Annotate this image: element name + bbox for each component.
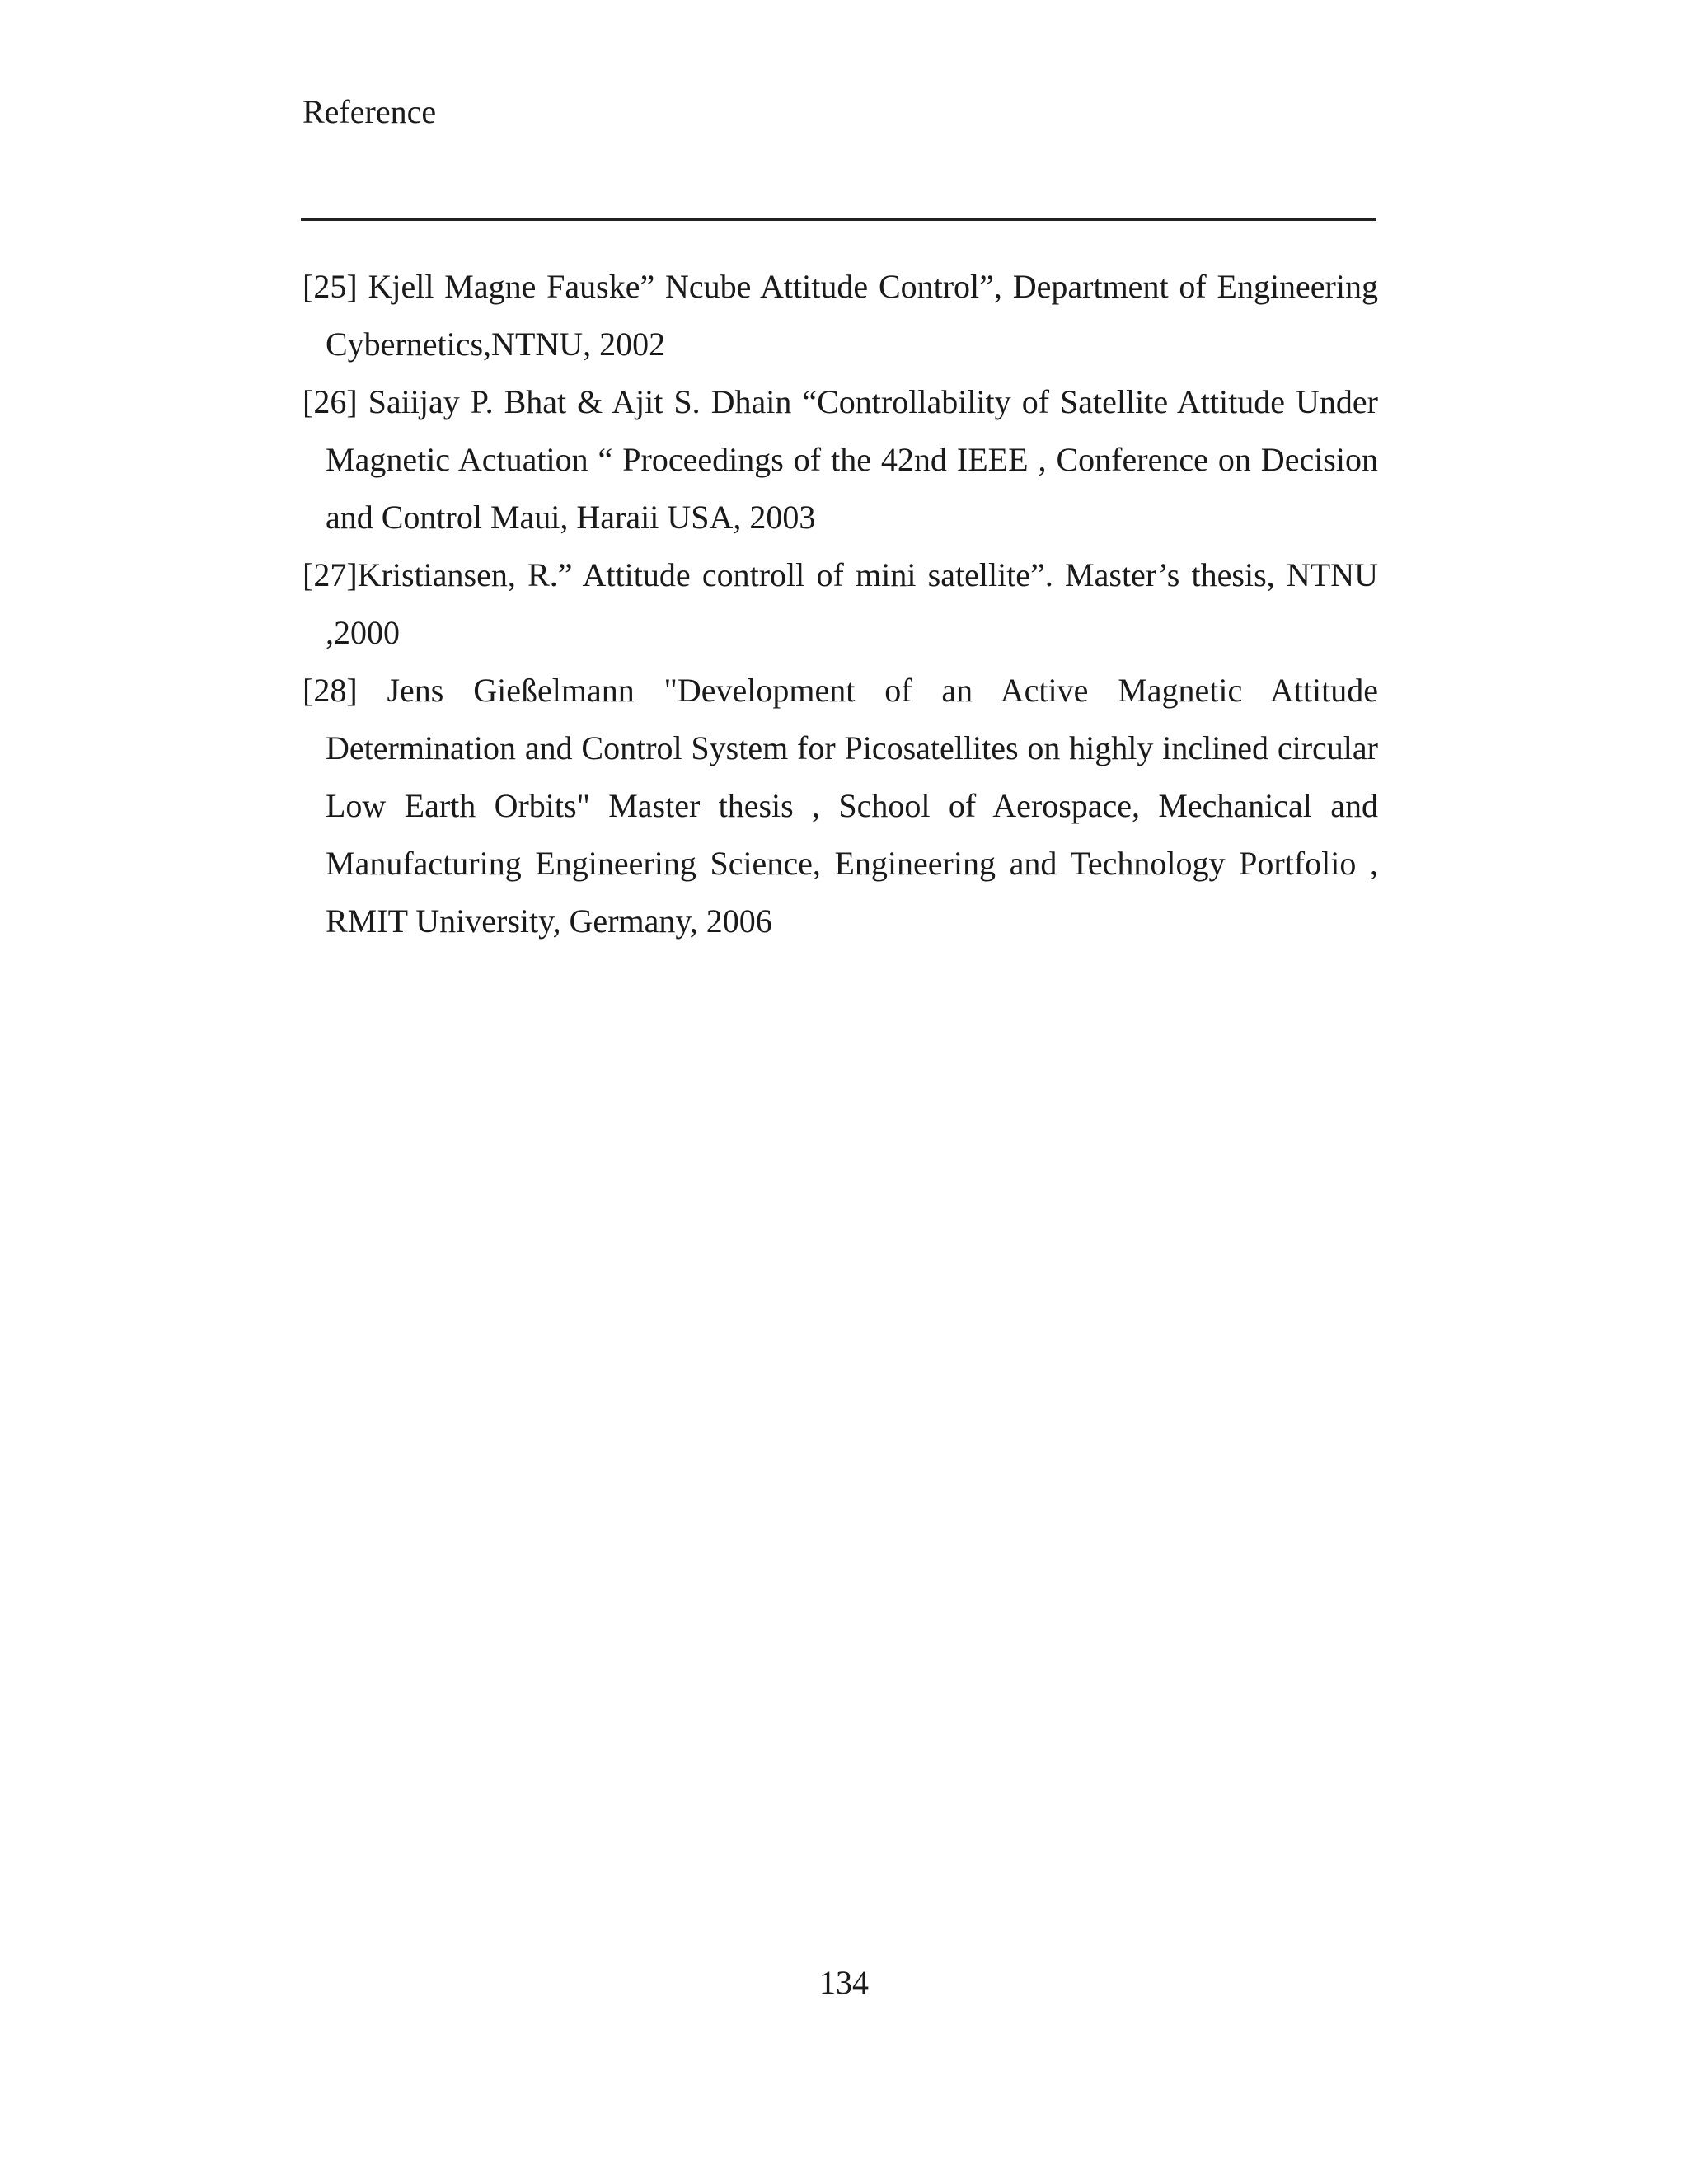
reference-entry-26: [26] Saiijay P. Bhat & Ajit S. Dhain “Controllability of Satellite Attitude Under Magnetic Actuation “ Proceedings of the 42nd IEEE , Conference on Decision and Control Maui, Haraii USA, 2003 bbox=[302, 383, 1378, 536]
header-divider bbox=[301, 218, 1376, 221]
running-header: Reference bbox=[302, 93, 437, 130]
reference-list bbox=[302, 258, 1378, 950]
page-number: 134 bbox=[819, 1964, 869, 2001]
reference-entry-28: [28] Jens Gießelmann "Development of an Active Magnetic Attitude Determination and Control System for Picosatellites on highly inclined circular Low Earth Orbits" Master thesis , School of Aerospace, Mechanical and Manufacturing Engineering Science, Engineering and Technology Portfolio , RMIT University, Germany, 2006 bbox=[302, 672, 1378, 940]
reference-entry-27: [27]Kristiansen, R.” Attitude controll of mini satellite”. Master’s thesis, NTNU ,2000 bbox=[302, 556, 1378, 651]
reference-entry-25: [25] Kjell Magne Fauske” Ncube Attitude Control”, Department of Engineering Cybernetics,NTNU, 2002 bbox=[302, 268, 1378, 363]
